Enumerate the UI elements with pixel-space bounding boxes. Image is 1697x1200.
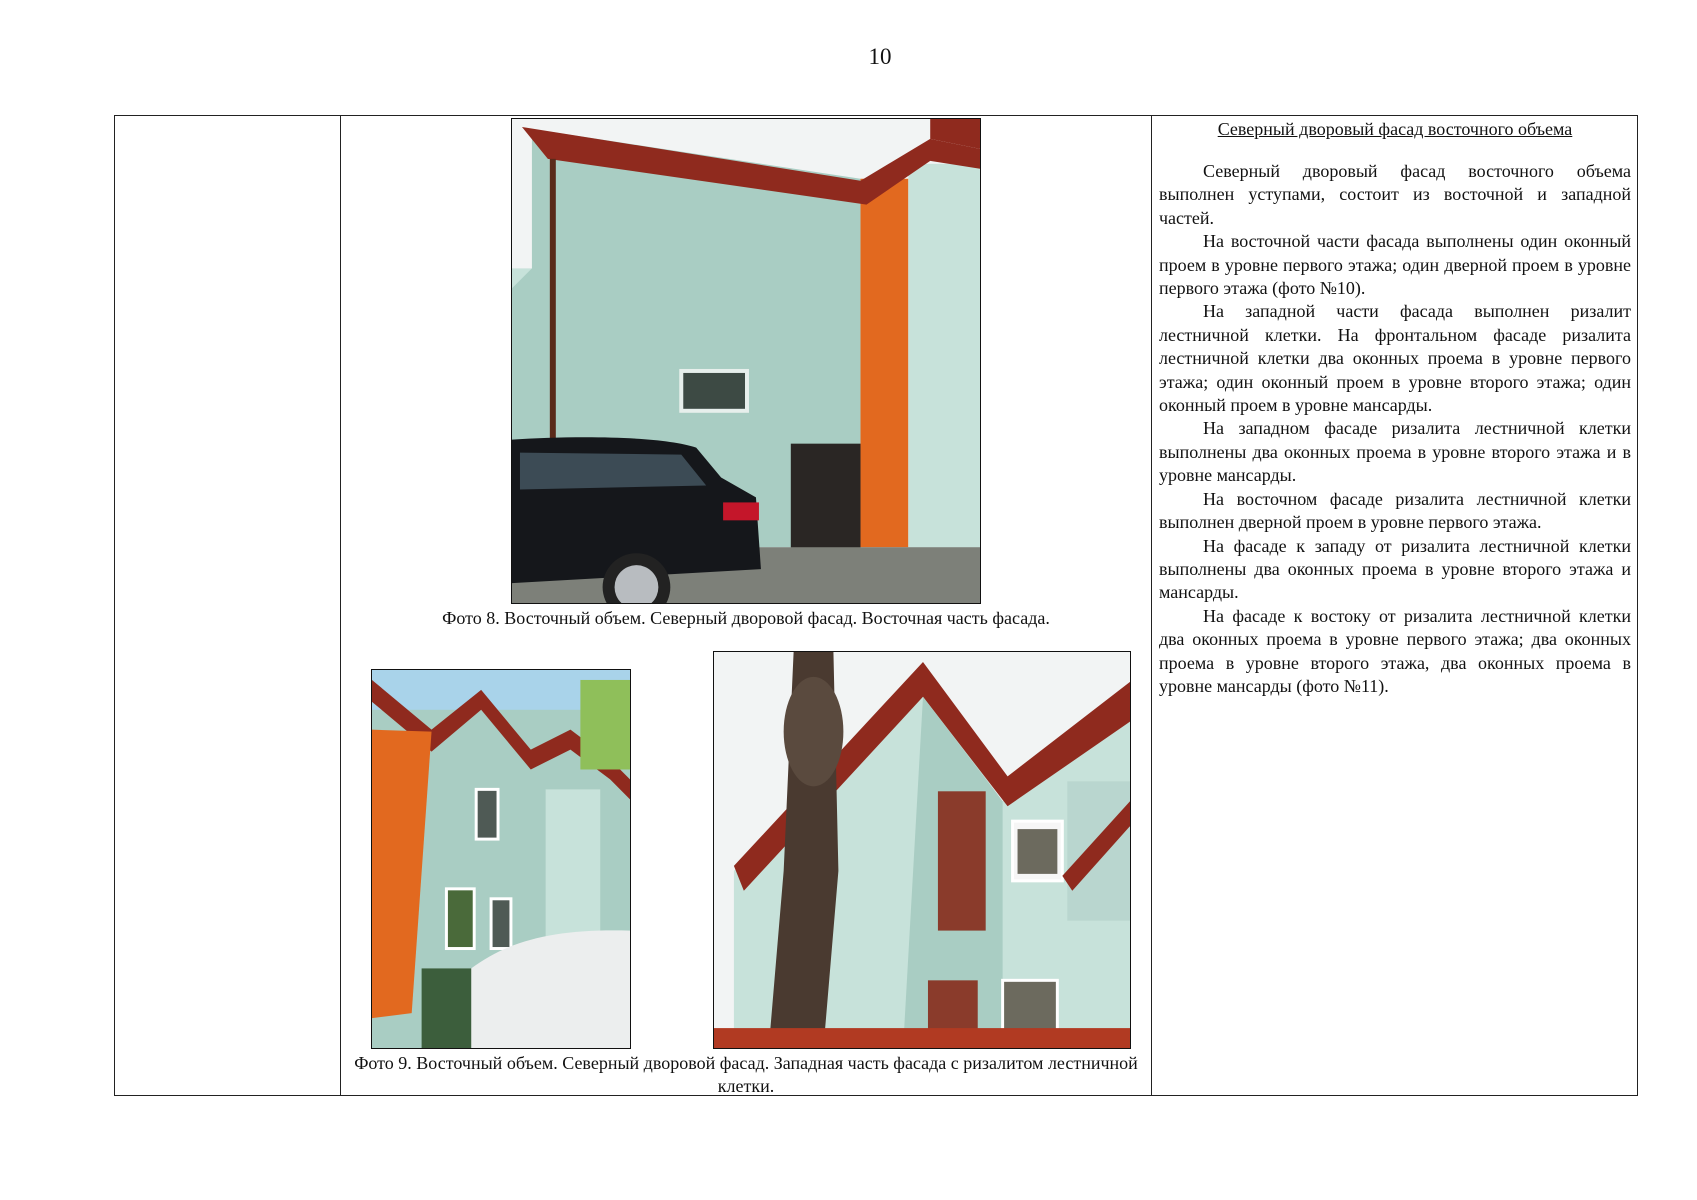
photo-9-right-image <box>714 652 1130 1048</box>
document-table <box>114 115 1638 1096</box>
description-column <box>1152 116 1637 1095</box>
empty-column <box>115 116 340 1095</box>
paragraph: На западной части фасада выполнен ризалит лестничной клетки. На фронтальном фасаде ризалита лестничной клетки два оконных проема в уровне первого этажа; один оконный проем в уровне второго этажа; один оконный проем в уровне мансарды. <box>1159 301 1631 416</box>
photo-9-left-stair-risalit <box>371 669 631 1049</box>
paragraph: На восточном фасаде ризалита лестничной клетки выполнен дверной проем в уровне первого этажа. <box>1159 488 1631 533</box>
paragraph: Северный дворовый фасад восточного объема выполнен уступами, состоит из восточной и западной частей. <box>1159 161 1631 228</box>
photo-9-right-facade-corner <box>713 651 1131 1049</box>
photo-8-image <box>512 119 980 603</box>
page-number: 10 <box>868 44 892 69</box>
photo-8-caption: Фото 8. Восточный объем. Северный дворовой фасад. Восточная часть фасада. <box>442 608 1050 628</box>
paragraph: На восточной части фасада выполнены один оконный проем в уровне первого этажа; один дверной проем в уровне первого этажа (фото №10). <box>1159 231 1631 299</box>
section-heading: Северный дворовый фасад восточного объема <box>1217 119 1573 139</box>
photo-8-east-part-facade <box>511 118 981 604</box>
photo-column <box>340 116 1152 1095</box>
paragraph: На западном фасаде ризалита лестничной клетки выполнены два оконных проема в уровне второго этажа и в уровне мансарды. <box>1159 418 1631 486</box>
photo-9-caption: Фото 9. Восточный объем. Северный дворовой фасад. Западная часть фасада с ризалитом лестничной клетки. <box>354 1053 1138 1096</box>
paragraph: На фасаде к западу от ризалита лестничной клетки выполнены два оконных проема в уровне второго этажа и мансарды. <box>1159 535 1631 603</box>
photo-9-left-image <box>372 670 630 1048</box>
paragraph: На фасаде к востоку от ризалита лестничной клетки два оконных проема в уровне первого этажа; два оконных проема в уровне второго этажа, два оконных проема в уровне мансарды (фото №11). <box>1159 605 1631 696</box>
